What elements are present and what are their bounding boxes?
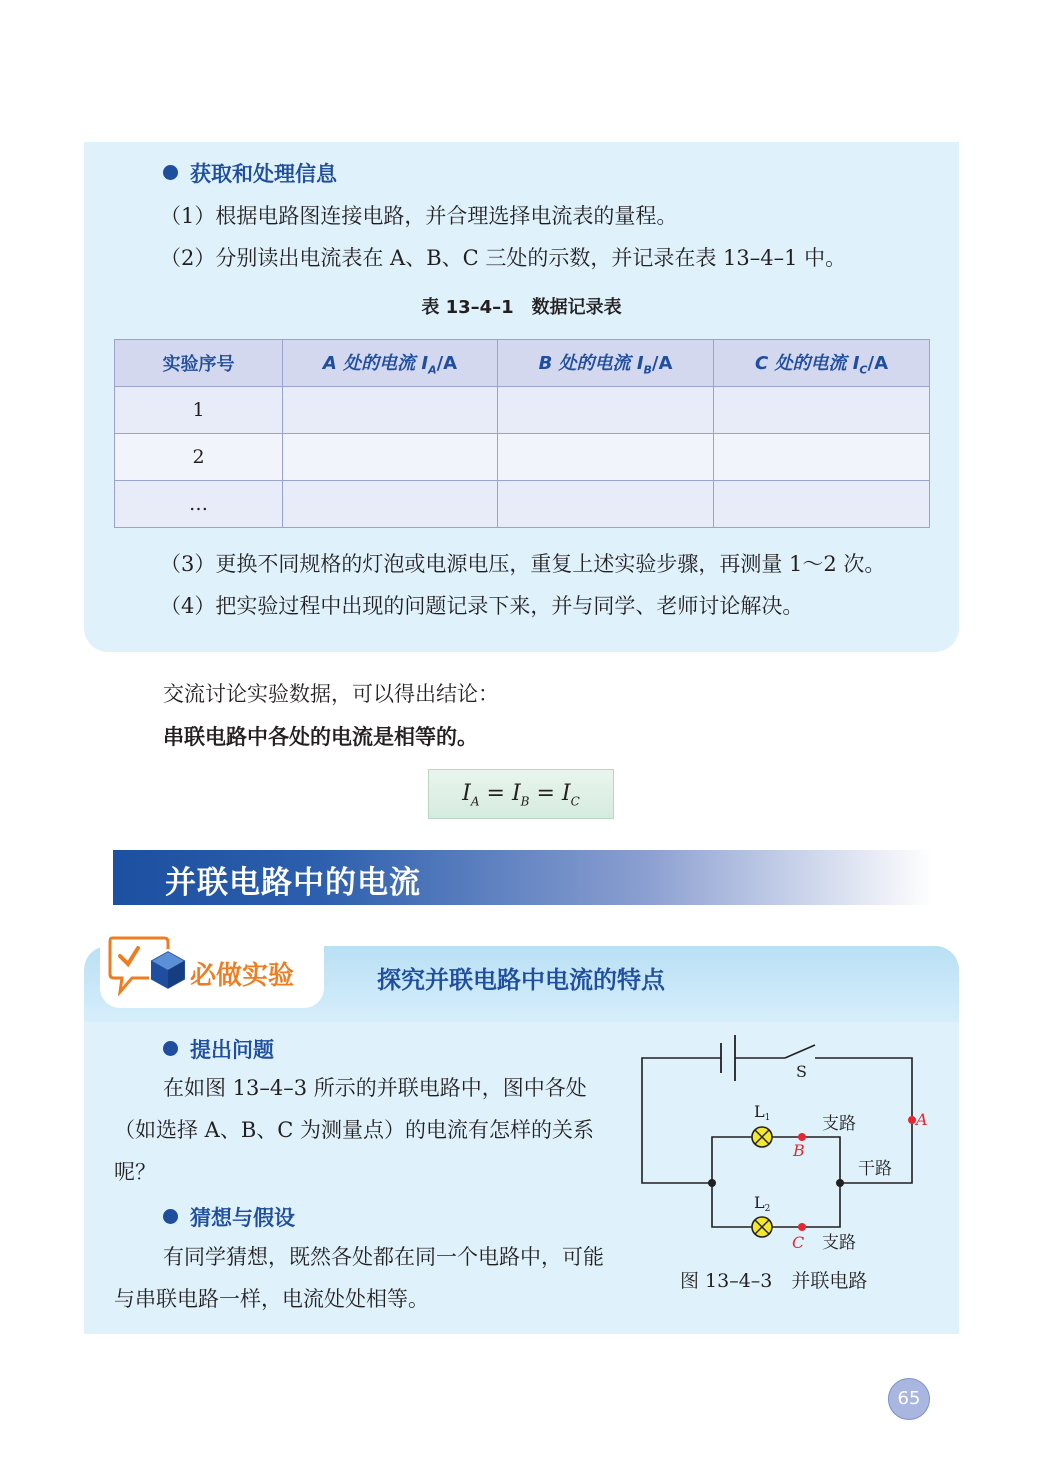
parallel-circuit-diagram [630, 1025, 940, 1265]
table-row [115, 481, 930, 528]
table-cell [498, 481, 714, 528]
table-row [115, 434, 930, 481]
point-b-label: B [793, 1141, 805, 1160]
step-4: （4）把实验过程中出现的问题记录下来，并与同学、老师讨论解决。 [160, 594, 804, 618]
bullet-dot-icon [163, 165, 178, 180]
header-current-c: C 处的电流 $I_C/A$ [714, 340, 930, 387]
lamp-1-icon [752, 1127, 772, 1147]
table-cell [714, 434, 930, 481]
point-b-dot [798, 1133, 806, 1141]
experiment-cube-icon [106, 934, 188, 996]
experiment-tag-label: 必做实验 [190, 961, 295, 991]
main-line-label: 干路 [858, 1159, 892, 1179]
point-c-dot [798, 1223, 806, 1231]
switch-label: S [796, 1062, 807, 1081]
heading-question: 提出问题 [163, 1034, 274, 1064]
table-caption: 表 13–4–1 数据记录表 [421, 297, 622, 318]
table-cell [283, 481, 498, 528]
table-cell [283, 387, 498, 434]
header-current-a: A 处的电流 $I_A/A$ [283, 340, 498, 387]
bullet-dot-icon [163, 1209, 178, 1224]
heading-get-info: 获取和处理信息 [163, 158, 337, 188]
conclusion-statement: 串联电路中各处的电流是相等的。 [163, 724, 478, 749]
header-current-b: B 处的电流 $I_B/A$ [498, 340, 714, 387]
lamp-2-label: L2 [754, 1193, 771, 1214]
header-trial-number: 实验序号 [115, 340, 283, 387]
point-c-label: C [792, 1233, 805, 1252]
table-cell [498, 434, 714, 481]
experiment-title: 探究并联电路中电流的特点 [377, 966, 665, 994]
hypothesis-paragraph: 有同学猜想，既然各处都在同一个电路中，可能与串联电路一样，电流处处相等。 [114, 1245, 604, 1311]
step-1: （1）根据电路图连接电路，并合理选择电流表的量程。 [160, 204, 678, 228]
point-a-label: A [916, 1110, 928, 1129]
formula-box: $I_A = I_B = I_C$ [428, 769, 614, 819]
lamp-1-label: L1 [754, 1102, 771, 1123]
table-header-row [115, 340, 930, 387]
battery-icon [721, 1035, 735, 1081]
row-index: … [115, 481, 283, 528]
junction-dot [708, 1179, 716, 1187]
table-row [115, 387, 930, 434]
heading-hypothesis: 猜想与假设 [163, 1202, 295, 1232]
table-cell [714, 387, 930, 434]
question-paragraph: 在如图 13–4–3 所示的并联电路中，图中各处（如选择 A、B、C 为测量点）的电流有怎样的关系呢？ [114, 1076, 595, 1184]
branch-2-label: 支路 [822, 1233, 856, 1253]
row-index: 1 [115, 387, 283, 434]
page-number: 65 [888, 1378, 930, 1420]
table-cell [283, 434, 498, 481]
point-a-dot [908, 1116, 916, 1124]
table-cell [498, 387, 714, 434]
bullet-dot-icon [163, 1041, 178, 1056]
junction-dot [836, 1179, 844, 1187]
step-3: （3）更换不同规格的灯泡或电源电压，重复上述实验步骤，再测量 1～2 次。 [160, 552, 886, 576]
conclusion-intro: 交流讨论实验数据，可以得出结论： [163, 682, 499, 706]
row-index: 2 [115, 434, 283, 481]
figure-caption: 图 13–4–3 并联电路 [680, 1270, 868, 1292]
step-2: （2）分别读出电流表在 A、B、C 三处的示数，并记录在表 13–4–1 中。 [160, 246, 847, 270]
section-title: 并联电路中的电流 [165, 865, 421, 901]
branch-1-label: 支路 [822, 1114, 856, 1134]
lamp-2-icon [752, 1217, 772, 1237]
table-cell [714, 481, 930, 528]
data-record-table [114, 339, 930, 528]
